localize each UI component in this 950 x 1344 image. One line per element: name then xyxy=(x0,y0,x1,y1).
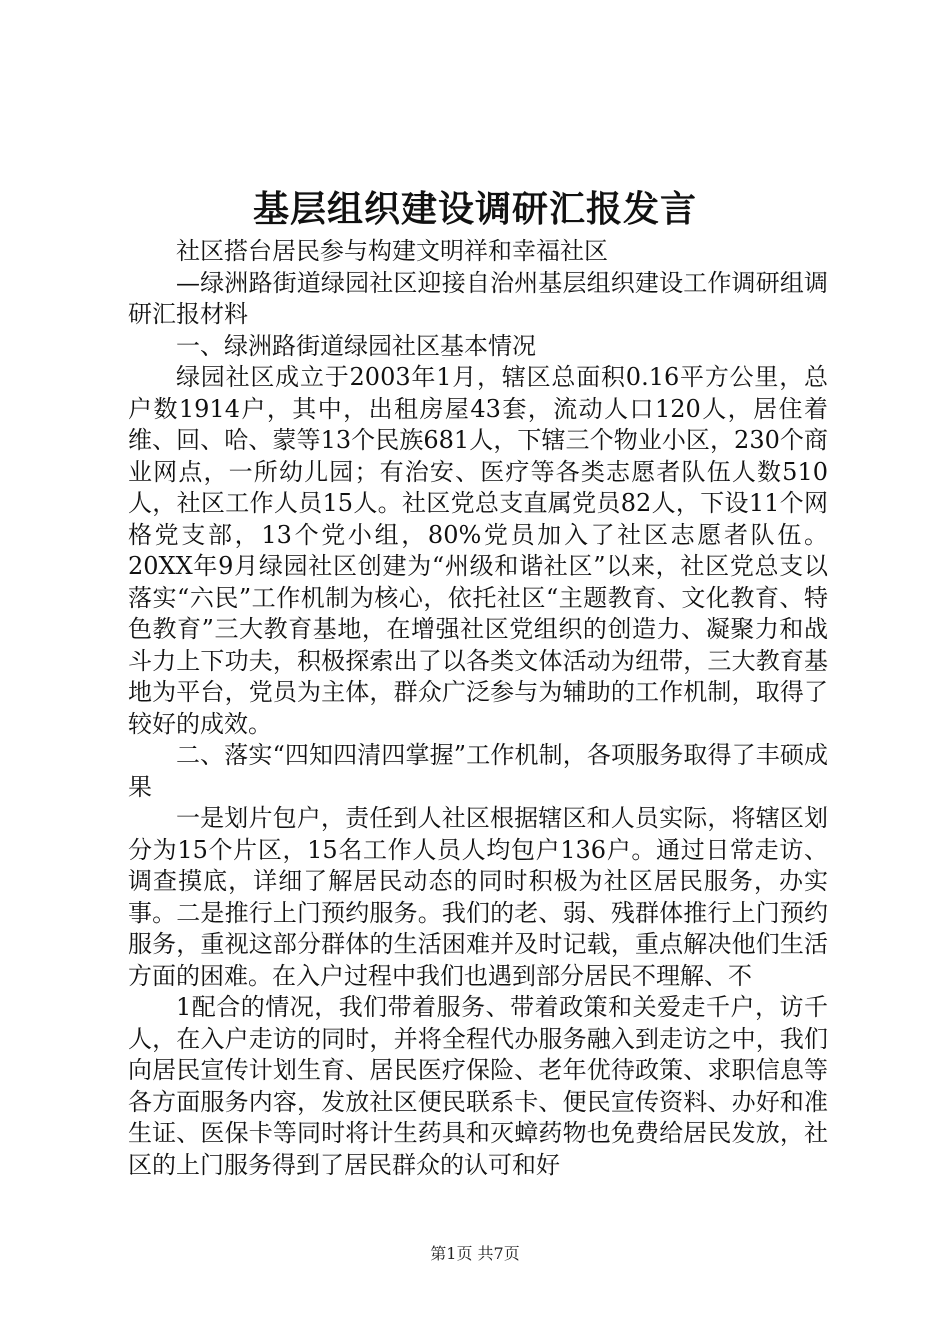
section-heading-1: 一、绿洲路街道绿园社区基本情况 xyxy=(176,331,536,360)
subtitle-dash-paragraph: —绿洲路街道绿园社区迎接自治州基层组织建设工作调研组调研汇报材料 xyxy=(128,268,828,328)
document-body xyxy=(128,236,828,1181)
section-heading-2: 二、落实“四知四清四掌握”工作机制，各项服务取得了丰硕成果 xyxy=(128,741,828,801)
subtitle-paragraph: 社区搭台居民参与构建文明祥和幸福社区 xyxy=(176,237,608,265)
body-paragraph-1: 绿园社区成立于2003年1月，辖区总面积0.16平方公里，总户数1914户，其中，出租房屋43套，流动人口120人，居住着维、回、哈、蒙等13个民族681人，下辖三个物业小区，230个商业网点，一所幼儿园；有治安、医疗等各类志愿者队伍人数510人，社区工作人员15人。社区党总支直属党员82人，下设11个网格党支部，13个党小组，80%党员加入了社区志愿者队伍。20XX年9月绿园社区创建为“州级和谐社区”以来，社区党总支以落实“六民”工作机制为核心，依托社区“主题教育、文化教育、特色教育”三大教育基地，在增强社区党组织的创造力、凝聚力和战斗力上下功夫，积极探索出了以各类文体活动为纽带，三大教育基地为平台，党员为主体，群众广泛参与为辅助的工作机制，取得了较好的成效。 xyxy=(128,363,828,738)
body-paragraph-3: 1配合的情况，我们带着服务、带着政策和关爱走千户，访千人，在入户走访的同时，并将全程代办服务融入到走访之中，我们向居民宣传计划生育、居民医疗保险、老年优待政策、求职信息等各方面服务内容，发放社区便民联系卡、便民宣传资料、办好和准生证、医保卡等同时将计生药具和灭蟑药物也免费给居民发放，社区的上门服务得到了居民群众的认可和好 xyxy=(128,993,828,1179)
page-number-footer: 第1页 共7页 xyxy=(430,1244,520,1263)
body-paragraph-2: 一是划片包户，责任到人社区根据辖区和人员实际，将辖区划分为15个片区，15名工作人员人均包户136户。通过日常走访、调查摸底，详细了解居民动态的同时积极为社区居民服务，办实事。二是推行上门预约服务。我们的老、弱、残群体推行上门预约服务，重视这部分群体的生活困难并及时记载，重点解决他们生活方面的困难。在入户过程中我们也遇到部分居民不理解、不 xyxy=(128,804,828,990)
document-title: 基层组织建设调研汇报发言 xyxy=(252,188,697,230)
